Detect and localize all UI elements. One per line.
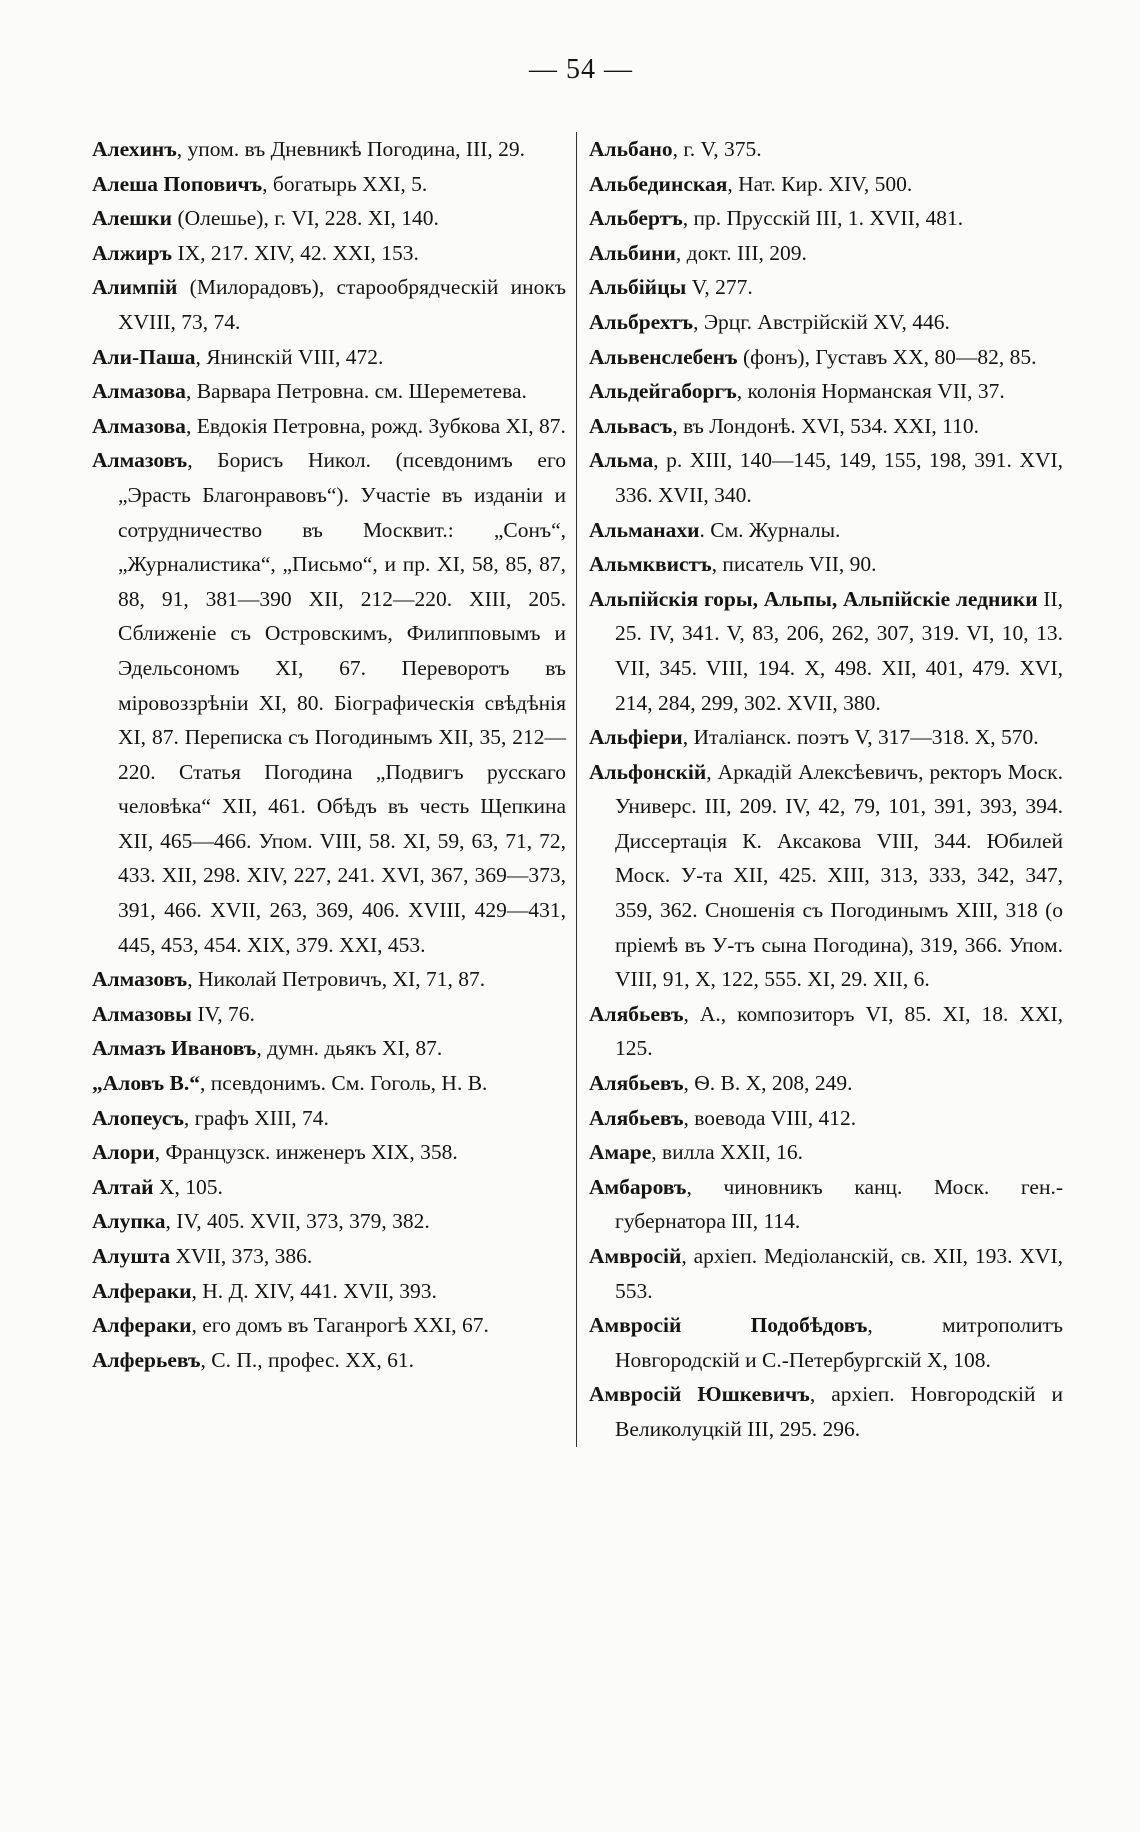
entry-references: , колонія Норманская VII, 37. bbox=[736, 379, 1005, 404]
index-entry bbox=[589, 1066, 1063, 1101]
entry-references: , Янинскій VIII, 472. bbox=[195, 344, 384, 369]
entry-headword: Альфіери bbox=[589, 725, 683, 750]
entry-headword: Алмазъ Ивановъ bbox=[92, 1036, 257, 1061]
index-entry bbox=[92, 443, 566, 962]
entry-headword: „Аловъ В.“ bbox=[92, 1071, 201, 1096]
index-entry bbox=[589, 582, 1063, 720]
entry-references: , А., композиторъ VI, 85. XI, 18. XXI, 125. bbox=[615, 1001, 1063, 1061]
index-entry bbox=[92, 1343, 566, 1378]
index-entry bbox=[92, 132, 566, 167]
entry-references: , IV, 405. XVII, 373, 379, 382. bbox=[165, 1209, 430, 1234]
entry-headword: Альбано bbox=[589, 137, 673, 161]
entry-references: , Борисъ Никол. (псевдонимъ его „Эрасть Благонравовъ“). Участіе въ изданіи и сотрудничество въ Москвит.: „Сонъ“, „Журналистика“, „Письмо“, и пр. XI, 58, 85, 87, 88, 91, 381—390 XII, 212—220. XIII, 205. Сближеніе съ Островскимъ, Филипповымъ и Эдельсономъ XI, 67. Переворотъ въ міровоззрѣніи XI, 80. Біографическія свѣдѣнія XI, 87. Переписка съ Погодинымъ XII, 35, 212—220. Статья Погодина „Подвигъ русскаго человѣка“ XII, 461. Обѣдъ въ честь Щепкина XII, 465—466. Упом. VIII, 58. XI, 59, 63, 71, 72, 433. XII, 298. XIV, 227, 241. XVI, 367, 369—373, 391, 466. XVII, 263, 369, 406. XVIII, 429—431, 445, 453, 454. XIX, 379. XXI, 453. bbox=[118, 448, 566, 957]
index-entry bbox=[589, 1377, 1063, 1446]
index-entry bbox=[589, 720, 1063, 755]
index-entry bbox=[92, 409, 566, 444]
entry-references: , пр. Прусскій III, 1. XVII, 481. bbox=[682, 206, 964, 231]
index-entry bbox=[589, 340, 1063, 375]
index-entry bbox=[589, 513, 1063, 548]
left-column bbox=[92, 132, 576, 1377]
entry-references: , С. П., профес. XX, 61. bbox=[200, 1347, 414, 1372]
entry-headword: Амвросій Подобѣдовъ bbox=[589, 1313, 868, 1338]
entry-headword: Амвросій Юшкевичъ bbox=[589, 1382, 810, 1407]
index-entry bbox=[92, 1274, 566, 1309]
entry-headword: Алжиръ bbox=[92, 240, 173, 265]
entry-headword: Алушта bbox=[92, 1244, 171, 1268]
index-entry bbox=[589, 236, 1063, 271]
entry-headword: Алопеусъ bbox=[92, 1105, 184, 1130]
index-entry bbox=[92, 1031, 566, 1066]
index-entry bbox=[92, 236, 566, 271]
entry-references: , архіеп. Новгородскій и Великолуцкій III, 295. 296. bbox=[615, 1382, 1063, 1441]
index-entry bbox=[92, 1239, 566, 1274]
entry-references: XVII, 373, 386. bbox=[170, 1244, 313, 1268]
entry-references: IV, 76. bbox=[191, 1001, 255, 1026]
index-entry bbox=[92, 374, 566, 409]
index-entry bbox=[589, 755, 1063, 997]
entry-references: , г. V, 375. bbox=[672, 137, 762, 161]
entry-references: (Милорадовъ), старообрядческій инокъ XVIII, 73, 74. bbox=[118, 275, 566, 334]
index-entry bbox=[589, 443, 1063, 512]
entry-headword: Амвросій bbox=[589, 1244, 682, 1268]
index-entry bbox=[92, 167, 566, 202]
entry-headword: Али-Паша bbox=[92, 344, 196, 369]
entry-headword: Алфераки bbox=[92, 1278, 192, 1303]
entry-headword: Амбаровъ bbox=[589, 1174, 687, 1199]
entry-references: , р. XIII, 140—145, 149, 155, 198, 391. XVI, 336. XVII, 340. bbox=[615, 448, 1063, 507]
entry-headword: Алмазовъ bbox=[92, 448, 188, 473]
index-entry bbox=[92, 1135, 566, 1170]
index-entry bbox=[92, 1170, 566, 1205]
index-entry bbox=[589, 1170, 1063, 1239]
entry-headword: Альпійскія горы, Альпы, Альпійскіе ледники bbox=[589, 586, 1038, 611]
entry-references: , Ѳ. В. X, 208, 249. bbox=[683, 1071, 853, 1096]
entry-references: , Николай Петровичъ, XI, 71, 87. bbox=[187, 967, 486, 992]
entry-headword: Алтай bbox=[92, 1174, 154, 1199]
entry-headword: Алябьевъ bbox=[589, 1001, 684, 1026]
entry-references: (фонъ), Густавъ XX, 80—82, 85. bbox=[737, 344, 1037, 369]
entry-headword: Альдейгаборгъ bbox=[589, 379, 737, 404]
entry-headword: Алехинъ bbox=[92, 137, 177, 161]
entry-references: , Италіанск. поэтъ V, 317—318. X, 570. bbox=[682, 725, 1039, 750]
entry-references: II, 25. IV, 341. V, 83, 206, 262, 307, 319. VI, 10, 13. VII, 345. VIII, 194. X, 498. XII, 401, 479. XVI, 214, 284, 299, 302. XVII, 380. bbox=[615, 586, 1063, 715]
entry-headword: Алори bbox=[92, 1140, 155, 1165]
entry-headword: Альбрехтъ bbox=[589, 309, 694, 334]
entry-headword: Альвенслебенъ bbox=[589, 344, 738, 369]
entry-references: , псевдонимъ. См. Гоголь, Н. В. bbox=[200, 1071, 488, 1096]
index-entry bbox=[92, 340, 566, 375]
entry-headword: Алмазовъ bbox=[92, 967, 188, 992]
entry-headword: Алимпій bbox=[92, 275, 178, 300]
entry-references: IX, 217. XIV, 42. XXI, 153. bbox=[172, 240, 419, 265]
entry-headword: Алферьевъ bbox=[92, 1347, 201, 1372]
entry-headword: Альма bbox=[589, 448, 654, 473]
entry-headword: Алмазова bbox=[92, 379, 186, 404]
entry-headword: Алмазовы bbox=[92, 1001, 192, 1026]
entry-headword: Алеша Поповичъ bbox=[92, 171, 263, 196]
entry-references: , думн. дьякъ XI, 87. bbox=[256, 1036, 443, 1061]
entry-references: , графъ XIII, 74. bbox=[183, 1105, 329, 1130]
entry-headword: Альбединская bbox=[589, 171, 728, 196]
entry-references: , Варвара Петровна. см. Шереметева. bbox=[185, 379, 527, 404]
entry-headword: Алмазова bbox=[92, 413, 186, 438]
index-entry bbox=[589, 409, 1063, 444]
index-entry bbox=[92, 997, 566, 1032]
entry-references: , Аркадій Алексѣевичъ, ректоръ Моск. Универс. III, 209. IV, 42, 79, 101, 391, 393, 394. Диссертація К. Аксакова VIII, 344. Юбилей Моск. У-та XII, 425. XIII, 313, 333, 342, 347, 359, 362. Сношенія съ Погодинымъ XIII, 318 (о пріемѣ въ У-тъ сына Погодина), 319, 366. Упом. VIII, 91, X, 122, 555. XI, 29. XII, 6. bbox=[615, 759, 1063, 992]
entry-references: . См. Журналы. bbox=[699, 517, 841, 542]
index-entry bbox=[589, 201, 1063, 236]
index-entry bbox=[589, 374, 1063, 409]
entry-references: , чиновникъ канц. Моск. ген.-губернатора III, 114. bbox=[615, 1174, 1063, 1234]
right-column bbox=[576, 132, 1063, 1447]
index-entry bbox=[589, 167, 1063, 202]
entry-references: , Эрцг. Австрійскій XV, 446. bbox=[693, 309, 950, 334]
index-entry bbox=[92, 201, 566, 236]
entry-headword: Альвасъ bbox=[589, 413, 673, 438]
entry-headword: Алябьевъ bbox=[589, 1105, 684, 1130]
entry-headword: Альмквистъ bbox=[589, 552, 712, 577]
entry-headword: Алупка bbox=[92, 1209, 166, 1234]
index-entry bbox=[589, 1239, 1063, 1308]
index-entry bbox=[589, 1101, 1063, 1136]
entry-headword: Альбійцы bbox=[589, 275, 687, 300]
index-entry bbox=[92, 962, 566, 997]
entry-references: , воевода VIII, 412. bbox=[683, 1105, 857, 1130]
entry-references: (Олешье), г. VI, 228. XI, 140. bbox=[172, 206, 439, 231]
page-number: — 54 — bbox=[529, 54, 633, 85]
entry-references: , митрополитъ Новгородскій и С.-Петербургскій X, 108. bbox=[615, 1313, 1063, 1372]
index-entry bbox=[92, 270, 566, 339]
index-entry bbox=[589, 547, 1063, 582]
entry-references: , Французск. инженеръ XIX, 358. bbox=[154, 1140, 458, 1165]
entry-references: V, 277. bbox=[686, 275, 753, 300]
index-entry bbox=[92, 1101, 566, 1136]
index-columns bbox=[92, 132, 1070, 1447]
index-entry bbox=[589, 305, 1063, 340]
entry-references: , Нат. Кир. XIV, 500. bbox=[727, 171, 913, 196]
entry-headword: Альфонскій bbox=[589, 759, 707, 784]
entry-references: , богатырь XXI, 5. bbox=[262, 171, 428, 196]
index-entry bbox=[92, 1204, 566, 1239]
index-entry bbox=[589, 1308, 1063, 1377]
entry-headword: Амаре bbox=[589, 1140, 652, 1165]
entry-headword: Альманахи bbox=[589, 517, 700, 542]
entry-references: , докт. III, 209. bbox=[675, 240, 807, 265]
entry-headword: Алябьевъ bbox=[589, 1071, 684, 1096]
entry-references: X, 105. bbox=[153, 1174, 223, 1199]
index-entry bbox=[589, 132, 1063, 167]
entry-headword: Альбини bbox=[589, 240, 676, 265]
index-entry bbox=[589, 1135, 1063, 1170]
entry-references: , Евдокія Петровна, рожд. Зубкова XI, 87. bbox=[185, 413, 566, 438]
entry-references: , архіеп. Медіоланскій, св. XII, 193. XVI, 553. bbox=[615, 1244, 1063, 1303]
entry-references: , его домъ въ Таганрогѣ XXI, 67. bbox=[191, 1313, 489, 1338]
entry-headword: Алфераки bbox=[92, 1313, 192, 1338]
entry-headword: Алешки bbox=[92, 206, 173, 231]
index-entry bbox=[589, 997, 1063, 1066]
entry-references: , вилла XXII, 16. bbox=[651, 1140, 804, 1165]
index-entry bbox=[92, 1066, 566, 1101]
entry-references: , упом. въ Дневникѣ Погодина, III, 29. bbox=[176, 137, 525, 161]
entry-references: , въ Лондонѣ. XVI, 534. XXI, 110. bbox=[672, 413, 979, 438]
entry-references: , писатель VII, 90. bbox=[711, 552, 877, 577]
entry-references: , Н. Д. XIV, 441. XVII, 393. bbox=[191, 1278, 437, 1303]
index-entry bbox=[92, 1308, 566, 1343]
entry-headword: Альбертъ bbox=[589, 206, 683, 231]
index-entry bbox=[589, 270, 1063, 305]
